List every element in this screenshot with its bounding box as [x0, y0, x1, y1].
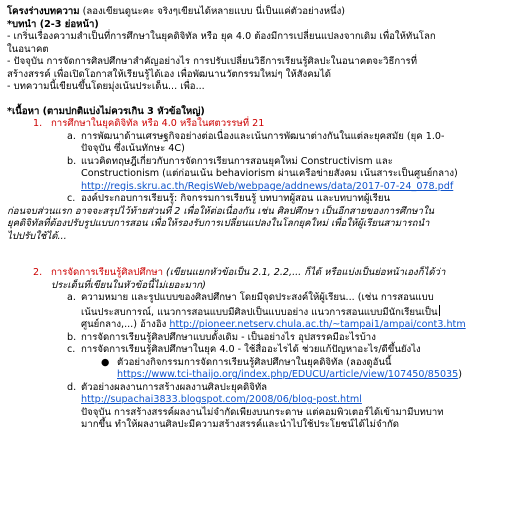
intro-line: ในอนาคต [7, 43, 49, 55]
s2-item-c-text: การจัดการเรียนรู้ศิลปศึกษาในยุค 4.0 - ใช้สื่ออะไรได้ ช่วยแก้ปัญหาอะไร/ดีขึ้นยังไง [81, 344, 421, 355]
s2-item-c-bullet [7, 357, 502, 370]
s1-summary-line: ก่อนจบส่วนแรก อาจจะสรุปไว้ท้ายส่วนที่ 2 เพื่อให้ต่อเนื่องกัน เช่น ศิลปศึกษา เป็นอีกสายของการศึกษาใน [7, 205, 435, 217]
s1-item-b-letter: b. [67, 155, 77, 167]
section-1-heading [7, 118, 502, 131]
section-2-note: (เขียนแยกหัวข้อเป็น 2.1, 2.2,... ก็ได้ หรือแบ่งเป็นย่อหน้าเองก็ได้ว่า [162, 267, 446, 278]
s2-reference-link-d[interactable]: http://supachai3833.blogspot.com/2008/06/blog-post.html [81, 394, 362, 405]
s2-reference-link-c[interactable]: https://www.tci-thaijo.org/index.php/EDUCU/article/view/107450/85035 [117, 369, 459, 380]
section-2-title: การจัดการเรียนรู้ศิลปศึกษา [51, 267, 163, 278]
s2-item-c-bullet-text: ตัวอย่างกิจกรรมการจัดการเรียนรู้ศิลปศึกษาในยุคดิจิทัล (ลองดูอันนี้ [117, 356, 392, 368]
spacer [7, 94, 502, 106]
s2-item-a-link-line [7, 319, 502, 332]
section-1-number: 1. [33, 118, 43, 129]
s1-item-a [7, 131, 502, 144]
outline-title-bold: โครงร่างบทความ [7, 6, 80, 17]
section-2-number: 2. [33, 267, 43, 278]
bullet-dot-icon: ● [101, 356, 110, 368]
s1-item-b-cont: Constructionism (แต่ก่อนเน้น behaviorism ผ่านเครือข่ายสังคม เน้นสาระเป็นศูนย์กลาง) [81, 168, 458, 179]
s2-reference-link-a[interactable]: http://pioneer.netserv.chula.ac.th/~tampai1/ampai/cont3.htm [169, 319, 466, 330]
s1-item-a-cont: ปัจจุบัน ซึ่งเน้นทักษะ 4C) [81, 143, 185, 154]
text-cursor [439, 305, 440, 316]
intro-line: - ปัจจุบัน การจัดการศิลปศึกษาสำคัญอย่างไร การปรับเปลี่ยนวิธีการเรียนรู้ศิลปะในอนาคตจะวิธีการที่ [7, 56, 418, 67]
s2-item-b-text: การจัดการเรียนรู้ศิลปศึกษาแบบดั้งเดิม - เป็นอย่างไร อุปสรรคมีอะไรบ้าง [81, 331, 376, 343]
s2-item-b [7, 332, 502, 345]
s1-item-c [7, 193, 502, 206]
spacer [7, 255, 502, 267]
spacer [7, 243, 502, 255]
s2-item-b-letter: b. [67, 331, 77, 343]
section-1-title: การศึกษาในยุคดิจิทัล หรือ 4.0 หรือในศตวรรษที่ 21 [51, 118, 265, 129]
s2-item-a-cont-text: เน้นประสบการณ์, แนวการสอนแบบมีศิลปเป็นแบบอย่าง แนวการสอนแบบมีนักเรียนเป็น [81, 306, 438, 318]
s2-item-c [7, 344, 502, 357]
s2-item-d-letter: d. [67, 381, 77, 393]
intro-line: - บทความนี้เขียนขึ้นโดยมุ่งเน้นประเด็น... เพื่อ... [7, 81, 205, 92]
outline-title-note: (ลองเขียนดูนะคะ จริงๆเขียนได้หลายแบบ นี่เป็นแค่ตัวอย่างหนึ่ง) [79, 6, 346, 17]
s2-item-c-link-line [7, 369, 502, 382]
s1-item-b [7, 156, 502, 169]
s2-item-d-tail: มากขึ้น ทำให้ผลงานศิลปะมีความสร้างสรรค์และนำไปใช้ประโยชน์ได้ไม่จำกัด [81, 419, 400, 430]
intro-line: - เกริ่นเรื่องความสำเป็นที่การศึกษาในยุคดิจิทัล หรือ ยุค 4.0 ต้องมีการเปลี่ยนแปลงจากเดิม เพื่อให้ทันโลก [7, 31, 436, 42]
s2-item-c-link-suffix: ) [458, 369, 463, 380]
s1-summary-line: ไปปรับใช้ได้... [7, 230, 67, 242]
s2-item-a-text: ความหมาย และรูปแบบของศิลปศึกษา โดยมีจุดประสงค์ให้ผู้เรียน... (เช่น การสอนแบบ [81, 292, 434, 303]
s2-item-a-letter: a. [67, 292, 76, 303]
content-heading: *เนื้อหา (ตามปกติแบ่งไม่ควรเกิน 3 หัวข้อใหญ่) [7, 105, 205, 117]
s1-item-c-text: องค์ประกอบการเรียนรู้: กิจกรรมการเรียนรู้ บทบาทผู้สอน และบทบาทผู้เรียน [81, 193, 391, 204]
s2-item-a-prefix: ศูนย์กลาง,...) อ้างอิง [81, 319, 170, 330]
s1-reference-link[interactable]: http://regis.skru.ac.th/RegisWeb/webpage/addnews/data/2017-07-24_078.pdf [81, 180, 454, 192]
intro-line: สร้างสรรค์ เพื่อเปิดโอกาสให้เรียนรู้ได้เอง เพื่อพัฒนานวัตกรรมใหม่ๆ ให้สังคมได้ [7, 68, 332, 80]
s1-item-a-letter: a. [67, 130, 76, 142]
intro-heading: *บทนำ (2-3 ย่อหน้า) [7, 18, 99, 30]
s2-item-a-cont [7, 305, 502, 320]
outline-title [7, 6, 502, 19]
s2-item-d-tail: ปัจจุบัน การสร้างสรรค์ผลงานไม่จำกัดเพียงบนกระดาษ แต่คอมพิวเตอร์ได้เข้ามามีบทบาท [81, 406, 444, 418]
s1-item-c-letter: c. [67, 193, 76, 204]
s1-summary-line: ยุคดิจิทัลที่ต้องปรับรูปแบบการสอน เพื่อให้รองรับการเปลี่ยนแปลงในโลกยุคใหม่ เพื่อให้ผู้เรียนสามารถนำ [7, 218, 430, 229]
s1-item-a-text: การพัฒนาด้านเศรษฐกิจอย่างต่อเนื่องและเน้นการพัฒนาต่างกันในแต่ละยุคสมัย (ยุค 1.0- [81, 130, 445, 142]
s2-item-c-letter: c. [67, 344, 76, 355]
s2-item-d-text: ตัวอย่างผลงานการสร้างผลงานศิลปะยุคดิจิทัล [81, 381, 268, 393]
s2-item-a [7, 292, 502, 305]
section-2-heading [7, 267, 502, 280]
section-2-note-cont: ประเด็นที่เขียนในหัวข้อนี้ไม่เยอะมาก) [51, 279, 206, 291]
s2-item-d [7, 382, 502, 395]
s1-item-b-link-line [7, 181, 502, 194]
s2-item-d-link-line [7, 394, 502, 407]
s1-item-b-text: แนวคิดทฤษฎีเกี่ยวกับการจัดการเรียนการสอนยุคใหม่ Constructivism และ [81, 155, 393, 167]
